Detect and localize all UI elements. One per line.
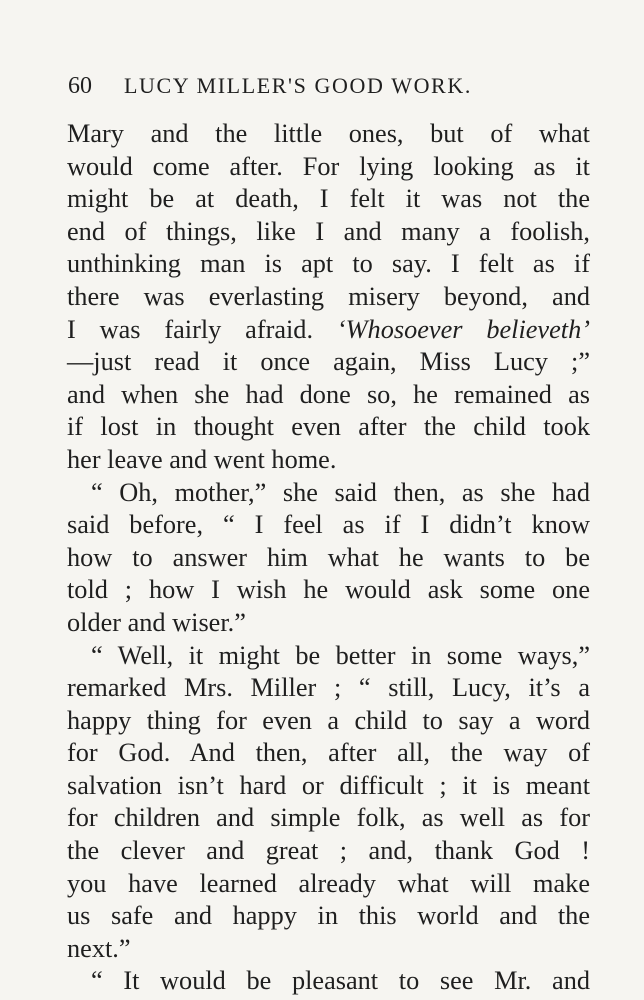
text-line-18: remarked Mrs. Miller ; “ still, Lucy, it’s a — [67, 673, 590, 703]
running-title: LUCY MILLER'S GOOD WORK. — [124, 73, 472, 98]
text-line-23: the clever and great ; and, thank God ! — [67, 836, 590, 866]
text-line-27: “ It would be pleasant to see Mr. and — [91, 966, 590, 996]
body-text — [67, 118, 590, 998]
text-line-10: if lost in thought even after the child took — [67, 412, 590, 442]
text-line-12: “ Oh, mother,” she said then, as she had — [91, 477, 590, 507]
text-line-17: “ Well, it might be better in some ways,” — [91, 640, 590, 670]
text-line-11: her leave and went home. — [67, 444, 337, 474]
text-line-16: older and wiser.” — [67, 607, 246, 637]
text-line-02: would come after. For lying looking as it — [67, 151, 590, 181]
text-line-15: told ; how I wish he would ask some one — [67, 575, 590, 605]
text-line-09: and when she had done so, he remained as — [67, 379, 590, 409]
text-line-20: for God. And then, after all, the way of — [67, 738, 590, 768]
text-line-04: end of things, like I and many a foolish, — [67, 216, 590, 246]
text-line-06: there was everlasting misery beyond, and — [67, 281, 590, 311]
text-line-22: for children and simple folk, as well as for — [67, 803, 590, 833]
text-line-21: salvation isn’t hard or difficult ; it is meant — [67, 770, 590, 800]
text-line-07 — [67, 314, 590, 347]
quoted-scripture: ‘Whosoever believeth’ — [336, 314, 590, 344]
text-line-08: —just read it once again, Miss Lucy ;” — [67, 347, 590, 377]
text-line-01: Mary and the little ones, but of what — [67, 119, 590, 148]
text-line-03: might be at death, I felt it was not the — [67, 184, 590, 214]
running-head — [68, 70, 588, 102]
text-line-25: us safe and happy in this world and the — [67, 901, 590, 931]
page-number: 60 — [68, 72, 92, 99]
text-line-13: said before, “ I feel as if I didn’t know — [67, 510, 590, 540]
text-line-26: next.” — [67, 933, 131, 963]
text-line-19: happy thing for even a child to say a word — [67, 705, 590, 735]
text-line-14: how to answer him what he wants to be — [67, 542, 590, 572]
text-line-24: you have learned already what will make — [67, 868, 590, 898]
text-line-07-roman: I was fairly afraid. — [67, 314, 337, 344]
text-line-05: unthinking man is apt to say. I felt as if — [67, 249, 590, 279]
